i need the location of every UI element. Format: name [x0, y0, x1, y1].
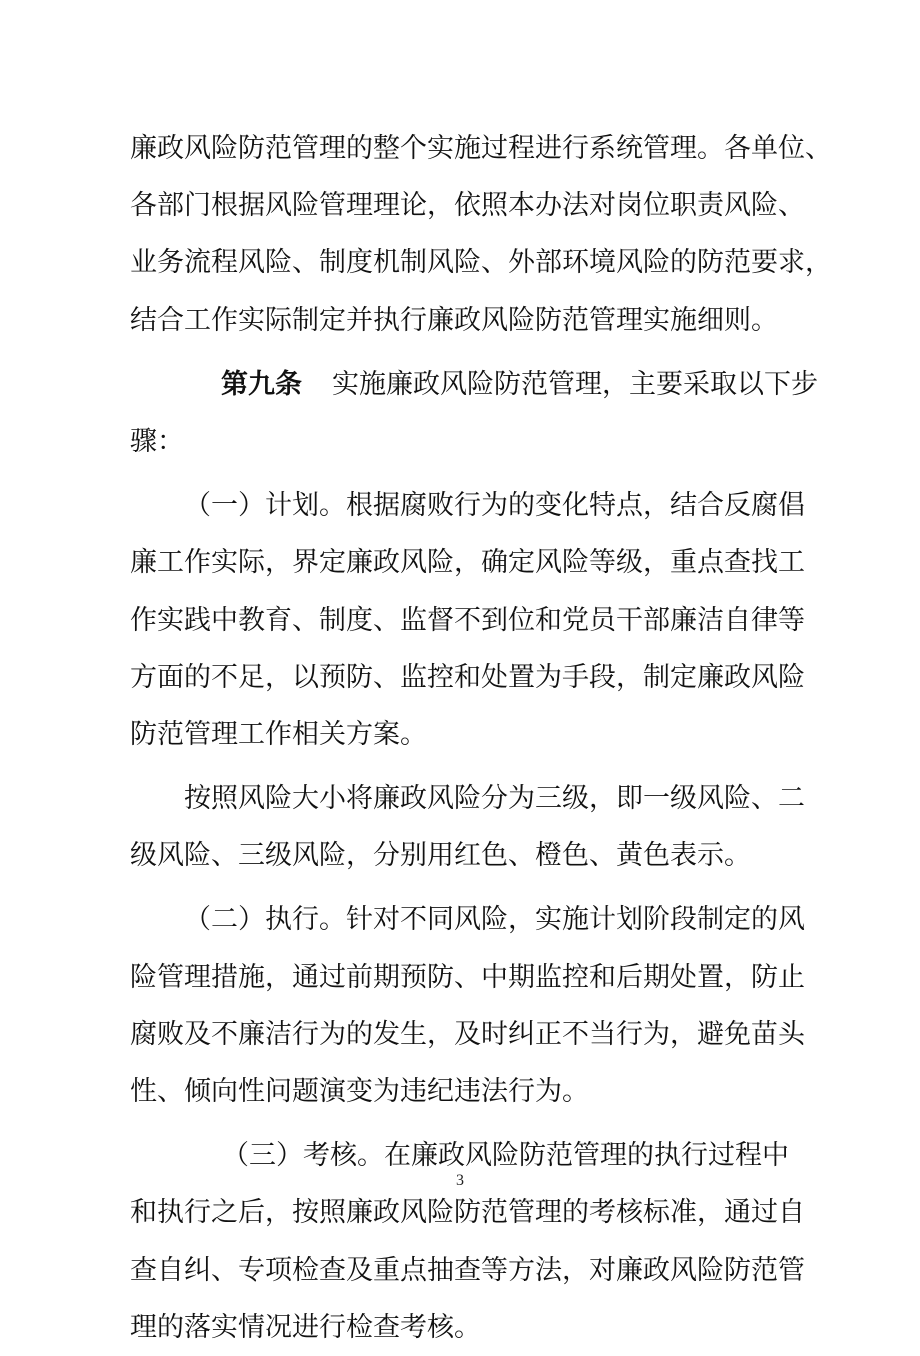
body-line: 险管理措施，通过前期预防、中期监控和后期处置，防止	[130, 961, 805, 993]
body-line: 查自纠、专项检查及重点抽查等方法，对廉政风险防范管	[130, 1254, 805, 1286]
body-line: 业务流程风险、制度机制风险、外部环境风险的防范要求，	[130, 247, 832, 279]
body-line: 和执行之后，按照廉政风险防范管理的考核标准，通过自	[130, 1197, 805, 1229]
section-heading-line: （一）计划。根据腐败行为的变化特点，结合反腐倡	[184, 490, 805, 522]
section-heading-line: （三）考核。在廉政风险防范管理的执行过程中	[222, 1140, 789, 1172]
article-title: 第九条	[221, 368, 302, 400]
body-line: 廉政风险防范管理的整个实施过程进行系统管理。各单位、	[130, 133, 832, 164]
body-line: 各部门根据风险管理理论，依照本办法对岗位职责风险、	[130, 190, 805, 222]
body-line: 防范管理工作相关方案。	[130, 718, 427, 750]
document-body	[130, 120, 832, 1356]
body-line: 骤：	[130, 425, 184, 457]
body-line: 结合工作实际制定并执行廉政风险防范管理实施细则。	[130, 304, 778, 336]
body-line: 方面的不足，以预防、监控和处置为手段，制定廉政风险	[130, 661, 805, 693]
page-number: 3	[456, 1172, 464, 1189]
article-heading-line	[130, 356, 818, 413]
body-line: 作实践中教育、制度、监督不到位和党员干部廉洁自律等	[130, 604, 805, 636]
body-line: 性、倾向性问题演变为违纪违法行为。	[130, 1076, 589, 1107]
body-line: 腐败及不廉洁行为的发生，及时纠正不当行为，避免苗头	[130, 1018, 805, 1050]
article-text: 实施廉政风险防范管理，主要采取以下步	[332, 368, 818, 400]
body-line: 级风险、三级风险，分别用红色、橙色、黄色表示。	[130, 840, 751, 872]
body-line: 理的落实情况进行检查考核。	[130, 1311, 481, 1343]
section-heading-line: （二）执行。针对不同风险，实施计划阶段制定的风	[184, 904, 805, 936]
body-line: 廉工作实际，界定廉政风险，确定风险等级，重点查找工	[130, 547, 805, 579]
paragraph-first-line: 按照风险大小将廉政风险分为三级，即一级风险、二	[184, 783, 805, 815]
